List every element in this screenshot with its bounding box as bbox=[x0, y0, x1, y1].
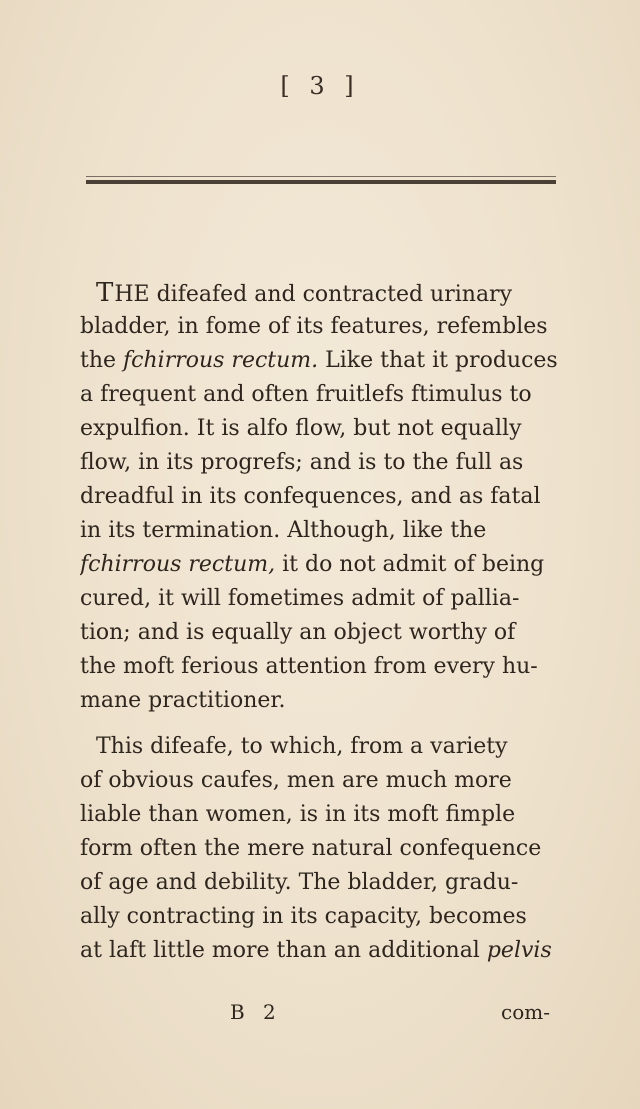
text-line: THE difeafed and contracted urinary bbox=[96, 278, 513, 308]
text-line: of age and debility. The bladder, gradu- bbox=[80, 870, 519, 895]
text-line: dreadful in its confequences, and as fatal bbox=[80, 484, 541, 509]
text-line: the moft ferious attention from every hu- bbox=[80, 654, 538, 679]
text-line: This difeafe, to which, from a variety bbox=[96, 734, 508, 759]
catchword: com- bbox=[501, 1000, 550, 1024]
text-line: liable than women, is in its moft fimple bbox=[80, 802, 516, 827]
page-number: [ 3 ] bbox=[280, 72, 360, 100]
text-line: expulfion. It is alfo flow, but not equally bbox=[80, 416, 522, 441]
text-line: of obvious caufes, men are much more bbox=[80, 768, 512, 793]
text-line: fchirrous rectum, it do not admit of being bbox=[80, 552, 545, 577]
text-line: in its termination. Although, like the bbox=[80, 518, 487, 543]
text-line: mane practitioner. bbox=[80, 688, 286, 713]
text-line: cured, it will fometimes admit of pallia- bbox=[80, 586, 520, 611]
text-line: bladder, in fome of its features, refembles bbox=[80, 314, 548, 339]
text-line: at laft little more than an additional pelvis bbox=[80, 938, 552, 963]
italic-term: fchirrous rectum. bbox=[123, 348, 319, 373]
text-line: flow, in its progrefs; and is to the full as bbox=[80, 450, 524, 475]
text-line: form often the mere natural confequence bbox=[80, 836, 542, 861]
italic-term: fchirrous rectum, bbox=[80, 552, 276, 577]
header-rule bbox=[86, 180, 556, 184]
paragraph-2 bbox=[80, 730, 560, 968]
small-caps-word: HE bbox=[114, 282, 150, 307]
drop-cap: T bbox=[96, 278, 115, 308]
paragraph-1 bbox=[80, 276, 560, 718]
text-line: tion; and is equally an object worthy of bbox=[80, 620, 516, 645]
italic-term: pelvis bbox=[486, 938, 552, 963]
page-footer bbox=[80, 1000, 560, 1030]
text-line: a frequent and often fruitlefs ftimulus to bbox=[80, 382, 532, 407]
text-line: the fchirrous rectum. Like that it produces bbox=[80, 348, 558, 373]
signature-mark: B 2 bbox=[230, 1000, 282, 1024]
text-line: ally contracting in its capacity, becomes bbox=[80, 904, 527, 929]
